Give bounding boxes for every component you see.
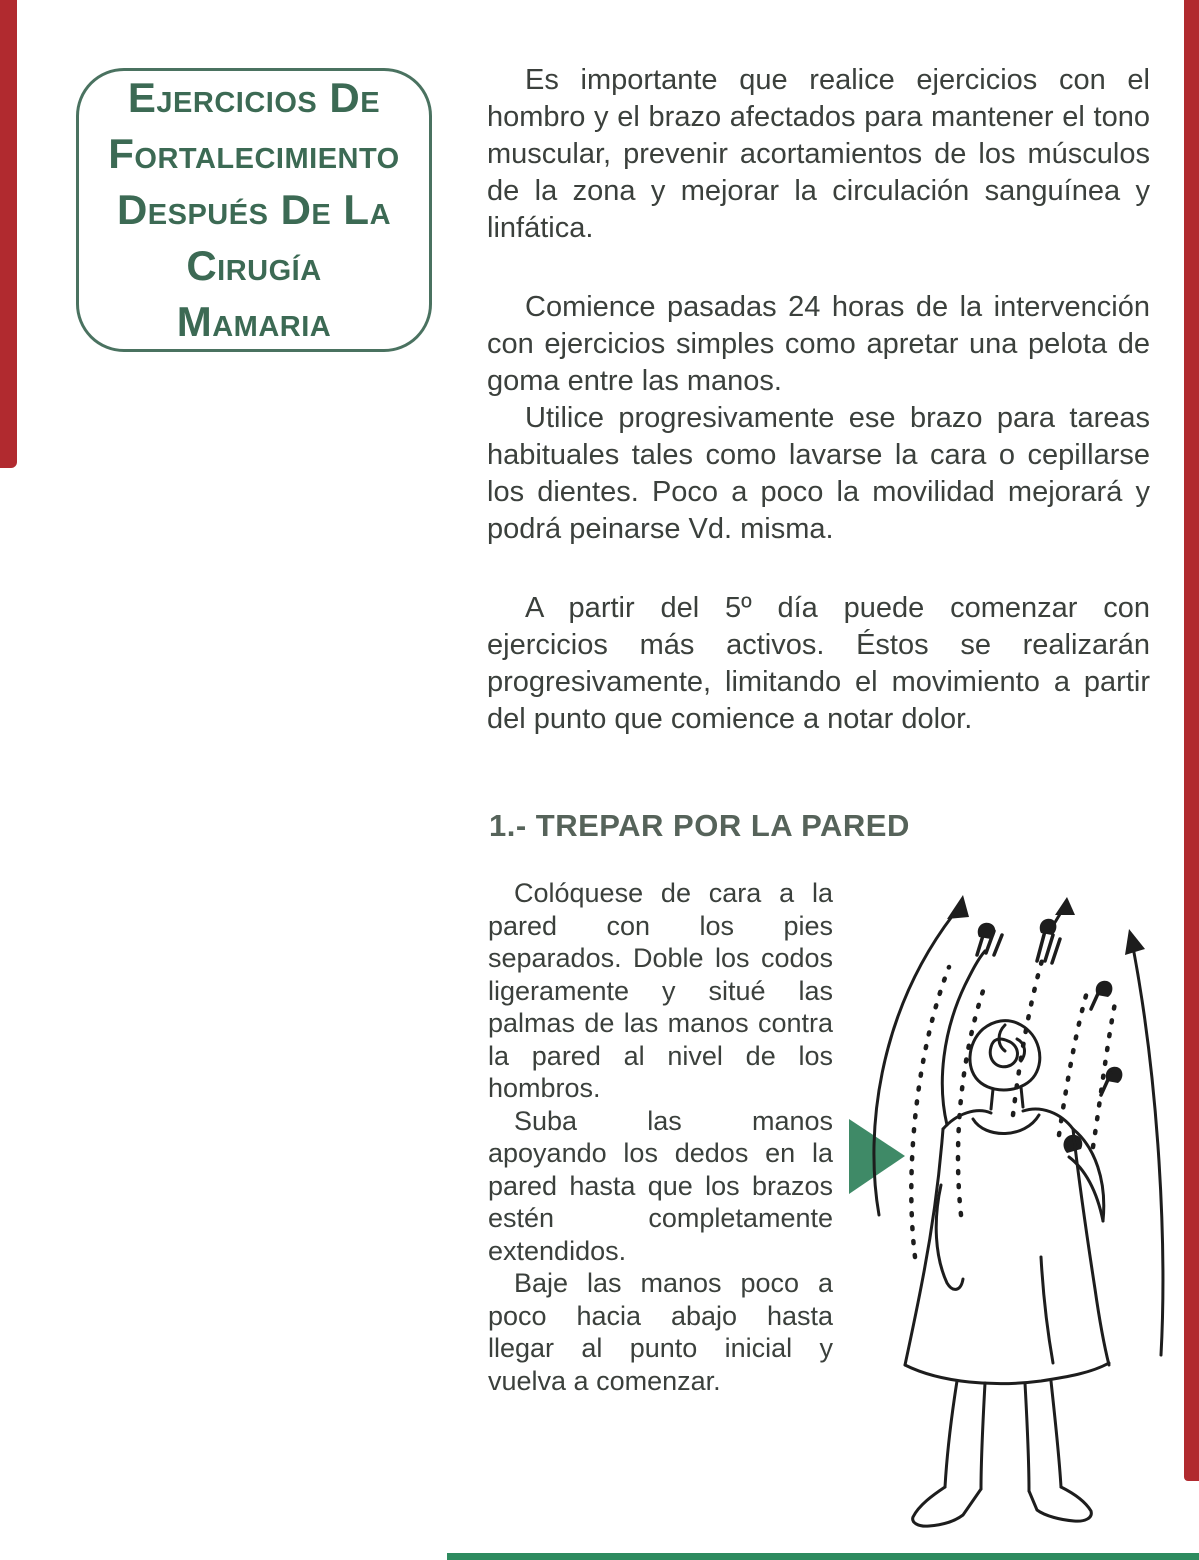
intro-column — [487, 62, 1150, 738]
exercise-1-paragraph-2: Suba las manos apoyando los dedos en la pared hasta que los brazos estén completamente extendidos. — [488, 1105, 833, 1266]
intro-paragraph-3: Utilice progresivamente ese brazo para tareas habituales tales como lavarse la cara o cepillarse los dientes. Poco a poco la movilidad mejorará y podrá peinarse Vd. misma. — [487, 402, 1150, 545]
scan-edge-left-red — [0, 0, 17, 468]
title-box — [76, 68, 432, 352]
exercise-1-paragraph-3: Baje las manos poco a poco hacia abajo hasta llegar al punto inicial y vuelva a comenzar. — [488, 1268, 833, 1396]
exercise-1-text-column — [488, 877, 833, 1397]
intro-paragraph-4: A partir del 5º día puede comenzar con ejercicios más activos. Éstos se realizarán progresivamente, limitando el movimiento a partir del punto que comience a notar dolor. — [487, 592, 1150, 735]
title-line-4: Cirugía — [186, 242, 322, 289]
woman-climbing-wall-drawing-icon — [845, 885, 1199, 1557]
intro-paragraph-1: Es importante que realice ejercicios con el hombro y el brazo afectados para mantener el tono muscular, prevenir acortamientos de los músculos de la zona y mejorar la circulación sanguínea y linfática. — [487, 64, 1150, 244]
title-line-3: Después De La — [116, 186, 392, 233]
title-line-2: Fortalecimiento — [108, 130, 400, 177]
section-1-heading: 1.- TREPAR POR LA PARED — [489, 808, 910, 843]
title-line-1: Ejercicios De — [127, 74, 381, 121]
wall-climb-illustration — [845, 885, 1199, 1557]
title-line-5: Mamaria — [176, 298, 332, 345]
intro-paragraph-2: Comience pasadas 24 horas de la intervención con ejercicios simples como apretar una pelota de goma entre las manos. — [487, 291, 1150, 397]
exercise-1-paragraph-1: Colóquese de cara a la pared con los pies separados. Doble los codos ligeramente y situé las palmas de las manos contra la pared al nivel de los hombros. — [488, 878, 833, 1103]
